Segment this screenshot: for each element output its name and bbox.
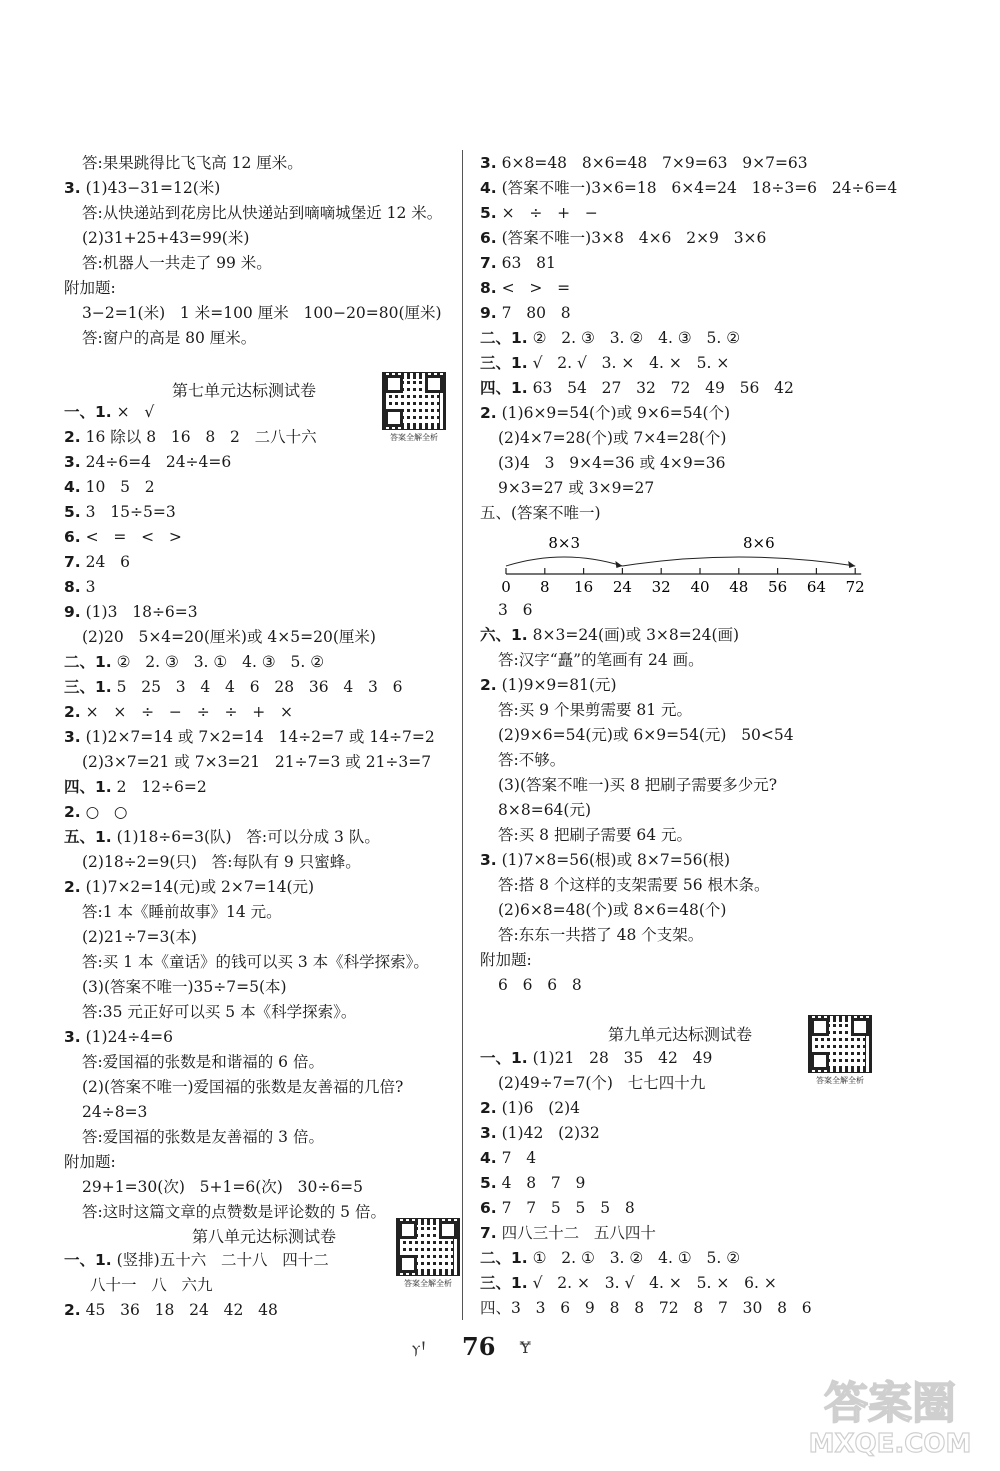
answer-text: 答:1 本《睡前故事》14 元。 xyxy=(82,903,282,921)
arc-label: 8×3 xyxy=(548,536,581,552)
answer-line xyxy=(480,624,739,646)
qr-code-unit9[interactable] xyxy=(808,1015,872,1086)
answer-line xyxy=(82,1176,363,1198)
answer-text: 6×8=48 8×6=48 7×9=63 9×7=63 xyxy=(501,154,808,172)
question-number: 3. xyxy=(480,851,497,869)
answer-line xyxy=(480,949,532,971)
answer-text: √ 2. × 3. √ 4. × 5. × 6. × xyxy=(532,1274,777,1292)
question-number: 6. xyxy=(480,1199,497,1217)
answer-text: √ 2. √ 3. × 4. × 5. × xyxy=(532,354,730,372)
answer-line xyxy=(82,302,442,324)
arrow-head xyxy=(848,561,855,568)
answer-line xyxy=(82,1076,403,1098)
answer-line xyxy=(82,851,361,873)
answer-text: ○ ○ xyxy=(85,803,128,821)
answer-text: (1)24÷4=6 xyxy=(85,1028,174,1046)
answer-line xyxy=(480,1147,536,1169)
answer-text: 63 81 xyxy=(501,254,556,272)
answer-line xyxy=(498,724,794,746)
answer-line xyxy=(498,427,726,449)
answer-text: (1)2×7=14 或 7×2=14 14÷2=7 或 14÷7=2 xyxy=(85,728,435,746)
answer-text: 答:汉字“矗”的笔画有 24 画。 xyxy=(498,651,704,669)
arrow-head xyxy=(615,561,622,568)
answer-text: 10 5 2 xyxy=(85,478,155,496)
qr-code-unit8[interactable] xyxy=(396,1218,460,1289)
question-number: 3. xyxy=(480,154,497,172)
answer-text: ① 2. ① 3. ② 4. ① 5. ② xyxy=(532,1249,741,1267)
answer-text: 7 4 xyxy=(501,1149,537,1167)
answer-text: < = < > xyxy=(85,528,182,546)
answer-text: (2)20 5×4=20(厘米)或 4×5=20(厘米) xyxy=(82,628,376,646)
answer-text: 答:果果跳得比飞飞高 12 厘米。 xyxy=(82,154,303,172)
question-number: 8. xyxy=(480,279,497,297)
answer-line xyxy=(480,1172,585,1194)
answer-text: (1)7×8=56(根)或 8×7=56(根) xyxy=(501,851,731,869)
answer-text: (2)9×6=54(元)或 6×9=54(元) 50<54 xyxy=(498,726,794,744)
answer-line xyxy=(64,177,220,199)
answer-line xyxy=(480,377,794,399)
qr-caption: 答案全解全析 xyxy=(816,1076,864,1085)
answer-line xyxy=(498,924,703,946)
answer-text: 答:爱国福的张数是和谐福的 6 倍。 xyxy=(82,1053,324,1071)
answer-line xyxy=(82,1101,147,1123)
answer-text: 6 6 6 8 xyxy=(498,976,582,994)
answer-text: (3)(答案不唯一)买 8 把刷子需要多少元? xyxy=(498,776,778,794)
answer-line xyxy=(82,1051,324,1073)
question-number: 2. xyxy=(480,1099,497,1117)
answer-text: 63 54 27 32 72 49 56 42 xyxy=(532,379,794,397)
answer-text: 答:窗户的高是 80 厘米。 xyxy=(82,329,257,347)
answer-line xyxy=(64,401,154,423)
answer-line xyxy=(480,277,570,299)
answer-line xyxy=(480,849,730,871)
answer-line xyxy=(82,202,442,224)
tick-label: 40 xyxy=(690,578,710,596)
column-divider xyxy=(462,150,463,1320)
question-number: 一、1. xyxy=(480,1049,528,1067)
answer-text: 29+1=30(次) 5+1=6(次) 30÷6=5 xyxy=(82,1178,364,1196)
tick-label: 16 xyxy=(574,578,594,596)
answer-text: 答:这时这篇文章的点赞数是评论数的 5 倍。 xyxy=(82,1203,386,1221)
arc-label: 8×6 xyxy=(742,536,775,552)
question-number: 3. xyxy=(64,728,81,746)
answer-text: 3 xyxy=(85,578,96,596)
answer-text: 答:买 8 把刷子需要 64 元。 xyxy=(498,826,693,844)
answer-line xyxy=(64,601,198,623)
answer-text: 3 15÷5=3 xyxy=(85,503,176,521)
answer-text: 16 除以 8 16 8 2 二八十六 xyxy=(85,428,317,446)
unit-title: 第九单元达标测试卷 xyxy=(608,1025,753,1044)
answer-text: 45 36 18 24 42 48 xyxy=(85,1301,278,1319)
answer-text: (答案不唯一)3×8 4×6 2×9 3×6 xyxy=(501,229,767,247)
question-number: 7. xyxy=(480,1224,497,1242)
answer-line xyxy=(498,974,582,996)
answer-line xyxy=(480,1247,740,1269)
watermark-logo xyxy=(800,1368,980,1460)
answer-text: 附加题: xyxy=(64,279,116,297)
qr-caption: 答案全解全析 xyxy=(390,433,438,442)
answer-text: 答:东东一共搭了 48 个支架。 xyxy=(498,926,704,944)
answer-line xyxy=(498,899,726,921)
answer-line xyxy=(480,202,598,224)
answer-line xyxy=(64,476,155,498)
question-number: 3. xyxy=(64,179,81,197)
answer-text: 五、(答案不唯一) xyxy=(480,504,601,522)
unit-title: 第八单元达标测试卷 xyxy=(192,1227,337,1246)
answer-text: × √ xyxy=(116,403,155,421)
answer-line xyxy=(82,976,287,998)
answer-line xyxy=(480,1097,580,1119)
answer-line xyxy=(480,674,617,696)
jump-arc xyxy=(622,557,855,566)
answer-line xyxy=(64,1151,116,1173)
question-number: 2. xyxy=(480,404,497,422)
answer-line xyxy=(64,726,435,748)
answer-line xyxy=(498,452,725,474)
tick-label: 8 xyxy=(540,578,550,596)
answer-line xyxy=(480,1272,777,1294)
qr-code-unit7[interactable] xyxy=(382,372,446,443)
answer-text: (1)9×9=81(元) xyxy=(501,676,617,694)
answer-line xyxy=(498,874,770,896)
answer-line xyxy=(498,477,654,499)
answer-line xyxy=(480,352,729,374)
answer-text: (2)18÷2=9(只) 答:每队有 9 只蜜蜂。 xyxy=(82,853,361,871)
answer-text: (3)4 3 9×4=36 或 4×9=36 xyxy=(498,454,726,472)
question-number: 3. xyxy=(480,1124,497,1142)
qr-caption: 答案全解全析 xyxy=(404,1279,452,1288)
answer-text: (2)4×7=28(个)或 7×4=28(个) xyxy=(498,429,727,447)
answer-line xyxy=(64,701,293,723)
answer-line xyxy=(64,1299,278,1321)
answer-text: 7 7 5 5 5 8 xyxy=(501,1199,635,1217)
tick-label: 72 xyxy=(845,578,865,596)
answer-text: 24÷8=3 xyxy=(82,1103,148,1121)
answer-line xyxy=(64,451,231,473)
answer-line xyxy=(480,1047,712,1069)
answer-line xyxy=(480,1297,812,1319)
answer-line xyxy=(90,1274,213,1296)
answer-line xyxy=(480,1122,600,1144)
question-number: 一、1. xyxy=(64,403,112,421)
answer-text: 5 25 3 4 4 6 28 36 4 3 6 xyxy=(116,678,403,696)
answer-text: 8×8=64(元) xyxy=(498,801,592,819)
answer-line xyxy=(82,152,303,174)
answer-line xyxy=(64,776,207,798)
answer-text: (2)31+25+43=99(米) xyxy=(82,229,250,247)
answer-line xyxy=(480,227,766,249)
question-number: 2. xyxy=(64,428,81,446)
answer-text: (2)3×7=21 或 7×3=21 21÷7=3 或 21÷3=7 xyxy=(82,753,432,771)
question-number: 四、1. xyxy=(480,379,528,397)
answer-text: 答:买 1 本《童话》的钱可以买 3 本《科学探索》。 xyxy=(82,953,429,971)
answer-text: 四、3 3 6 9 8 8 72 8 7 30 8 6 xyxy=(480,1299,812,1317)
question-number: 3. xyxy=(64,1028,81,1046)
answer-text: 答:从快递站到花房比从快递站到嘀嘀城堡近 12 米。 xyxy=(82,204,443,222)
answer-text: (答案不唯一)3×6=18 6×4=24 18÷3=6 24÷6=4 xyxy=(501,179,898,197)
tick-label: 64 xyxy=(806,578,826,596)
answer-text: 八十一 八 六九 xyxy=(90,1276,213,1294)
question-number: 二、1. xyxy=(480,1249,528,1267)
answer-text: 答:不够。 xyxy=(498,751,566,769)
answer-line xyxy=(64,551,130,573)
answer-line xyxy=(498,649,704,671)
page-footer xyxy=(0,1332,1000,1372)
answer-line xyxy=(64,277,116,299)
answer-text: (2)49÷7=7(个) 七七四十九 xyxy=(498,1074,706,1092)
watermark-url: MXQE.COM xyxy=(808,1429,972,1459)
sprout-icon: Ɏ xyxy=(520,1338,531,1357)
answer-line xyxy=(82,1126,324,1148)
answer-line xyxy=(64,576,96,598)
answer-line xyxy=(480,327,740,349)
answer-text: 答:爱国福的张数是友善福的 3 倍。 xyxy=(82,1128,324,1146)
question-number: 7. xyxy=(480,254,497,272)
question-number: 四、1. xyxy=(64,778,112,796)
answer-text: (1)43−31=12(米) xyxy=(85,179,221,197)
answer-text: (3)(答案不唯一)35÷7=5(本) xyxy=(82,978,287,996)
answer-line xyxy=(64,426,317,448)
answer-text: 附加题: xyxy=(64,1153,116,1171)
number-line xyxy=(498,536,868,596)
answer-line xyxy=(82,327,256,349)
answer-line xyxy=(498,749,565,771)
answer-text: 2 12÷6=2 xyxy=(116,778,207,796)
answer-text: (1)6 (2)4 xyxy=(501,1099,581,1117)
sprout-icon: ⲩꞋ xyxy=(412,1338,427,1357)
question-number: 4. xyxy=(480,1149,497,1167)
answer-text: (2)(答案不唯一)爱国福的张数是友善福的几倍? xyxy=(82,1078,404,1096)
answer-text: 答:35 元正好可以买 5 本《科学探索》。 xyxy=(82,1003,357,1021)
answer-text: 24÷6=4 24÷4=6 xyxy=(85,453,232,471)
answer-text: × ÷ + − xyxy=(501,204,598,222)
answer-line xyxy=(480,502,601,524)
page-number: 76 xyxy=(462,1332,496,1361)
answer-text: < > = xyxy=(501,279,571,297)
question-number: 三、1. xyxy=(480,1274,528,1292)
answer-line xyxy=(480,177,897,199)
question-number: 2. xyxy=(480,676,497,694)
question-number: 3. xyxy=(64,453,81,471)
answer-text: (2)6×8=48(个)或 8×6=48(个) xyxy=(498,901,727,919)
answer-text: (1)21 28 35 42 49 xyxy=(532,1049,713,1067)
answer-line xyxy=(64,876,314,898)
tick-label: 32 xyxy=(651,578,671,596)
question-number: 二、1. xyxy=(64,653,112,671)
answer-line xyxy=(498,1072,705,1094)
question-number: 六、1. xyxy=(480,626,528,644)
question-number: 9. xyxy=(480,304,497,322)
question-number: 二、1. xyxy=(480,329,528,347)
question-number: 6. xyxy=(64,528,81,546)
question-number: 2. xyxy=(64,1301,81,1319)
answer-text: 24 6 xyxy=(85,553,130,571)
answer-line xyxy=(64,651,324,673)
answer-line xyxy=(498,774,777,796)
question-number: 4. xyxy=(480,179,497,197)
question-number: 五、1. xyxy=(64,828,112,846)
answer-line xyxy=(64,526,182,548)
answer-text: (竖排)五十六 二十八 四十二 xyxy=(116,1251,329,1269)
question-number: 5. xyxy=(480,1174,497,1192)
answer-text: ② 2. ③ 3. ① 4. ③ 5. ② xyxy=(116,653,325,671)
tick-label: 24 xyxy=(612,578,632,596)
answer-text: 3 6 xyxy=(498,601,533,619)
unit-title: 第七单元达标测试卷 xyxy=(172,381,317,400)
question-number: 2. xyxy=(64,878,81,896)
answer-text: 3−2=1(米) 1 米=100 厘米 100−20=80(厘米) xyxy=(82,304,442,322)
answer-line xyxy=(82,1001,356,1023)
answer-text: 附加题: xyxy=(480,951,532,969)
answer-text: 答:搭 8 个这样的支架需要 56 根木条。 xyxy=(498,876,770,894)
question-number: 2. xyxy=(64,703,81,721)
answer-line xyxy=(82,227,249,249)
answer-line xyxy=(82,626,376,648)
question-number: 一、1. xyxy=(64,1251,112,1269)
tick-label: 48 xyxy=(729,578,749,596)
answer-line xyxy=(64,1249,329,1271)
answer-text: (1)18÷6=3(队) 答:可以分成 3 队。 xyxy=(116,828,380,846)
question-number: 8. xyxy=(64,578,81,596)
answer-line xyxy=(480,252,556,274)
answer-text: ② 2. ③ 3. ② 4. ③ 5. ② xyxy=(532,329,741,347)
tick-label: 0 xyxy=(501,578,511,596)
answer-text: (1)42 (2)32 xyxy=(501,1124,600,1142)
answer-text: 答:买 9 个果剪需要 81 元。 xyxy=(498,701,693,719)
answer-line xyxy=(498,599,533,621)
answer-text: (1)7×2=14(元)或 2×7=14(元) xyxy=(85,878,315,896)
answer-text: 答:机器人一共走了 99 米。 xyxy=(82,254,272,272)
question-number: 三、1. xyxy=(64,678,112,696)
question-number: 4. xyxy=(64,478,81,496)
answer-line xyxy=(64,1026,173,1048)
answer-line xyxy=(64,826,380,848)
answer-line xyxy=(480,402,730,424)
answer-line xyxy=(82,751,431,773)
answer-line xyxy=(498,699,692,721)
answer-text: (1)3 18÷6=3 xyxy=(85,603,198,621)
question-number: 9. xyxy=(64,603,81,621)
answer-text: (2)21÷7=3(本) xyxy=(82,928,197,946)
answer-text: 8×3=24(画)或 3×8=24(画) xyxy=(532,626,740,644)
question-number: 5. xyxy=(64,503,81,521)
answer-line xyxy=(64,676,403,698)
answer-text: 9×3=27 或 3×9=27 xyxy=(498,479,655,497)
answer-line xyxy=(64,501,176,523)
watermark-text: 答案圈 xyxy=(824,1378,956,1429)
question-number: 6. xyxy=(480,229,497,247)
answer-line xyxy=(498,824,692,846)
answer-line xyxy=(480,152,808,174)
answer-line xyxy=(82,926,197,948)
question-number: 2. xyxy=(64,803,81,821)
tick-label: 56 xyxy=(768,578,788,596)
answer-text: (1)6×9=54(个)或 9×6=54(个) xyxy=(501,404,731,422)
question-number: 7. xyxy=(64,553,81,571)
answer-text: 4 8 7 9 xyxy=(501,1174,586,1192)
answer-text: 7 80 8 xyxy=(501,304,571,322)
jump-arc xyxy=(506,557,622,566)
answer-line xyxy=(498,799,591,821)
answer-line xyxy=(82,252,272,274)
answer-line xyxy=(82,1201,386,1223)
answer-line xyxy=(82,901,282,923)
answer-text: × × ÷ − ÷ ÷ + × xyxy=(85,703,293,721)
answer-line xyxy=(480,1197,635,1219)
answer-line xyxy=(480,302,571,324)
answer-line xyxy=(480,1222,656,1244)
answer-line xyxy=(64,801,127,823)
answer-text: 四八三十二 五八四十 xyxy=(501,1224,656,1242)
question-number: 三、1. xyxy=(480,354,528,372)
question-number: 5. xyxy=(480,204,497,222)
answer-line xyxy=(82,951,429,973)
